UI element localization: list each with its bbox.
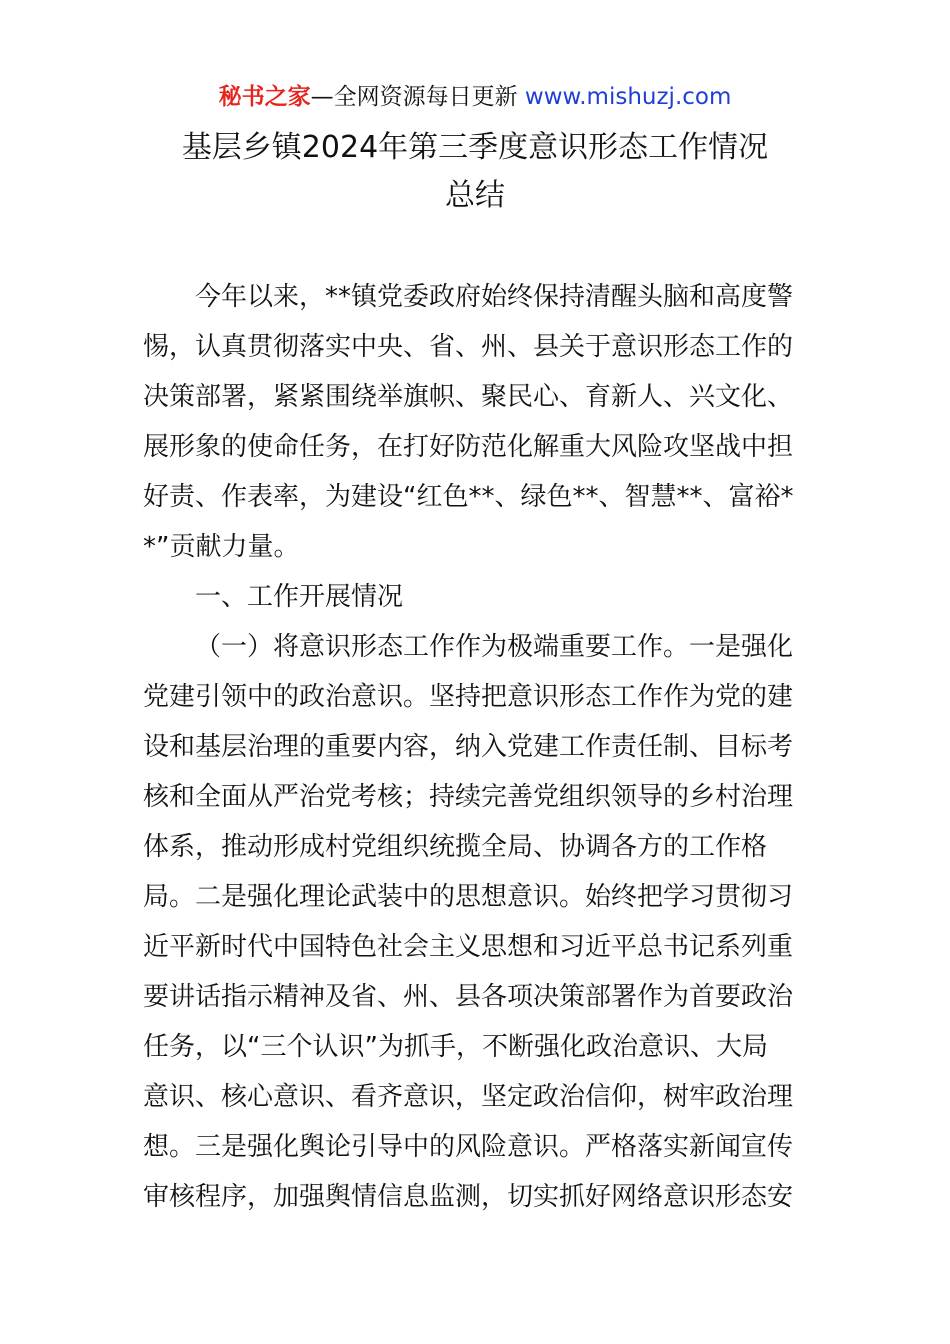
body-line: 展形象的使命任务，在打好防范化解重大风险攻坚战中担	[143, 432, 794, 462]
body-line: 审核程序，加强舆情信息监测，切实抓好网络意识形态安	[143, 1182, 794, 1212]
body-line: 意识、核心意识、看齐意识，坚定政治信仰，树牢政治理	[143, 1082, 794, 1112]
body-line: 体系，推动形成村党组织统揽全局、协调各方的工作格	[143, 832, 768, 862]
site-url: www.mishuzj.com	[524, 84, 732, 110]
body-line: 核和全面从严治党考核；持续完善党组织领导的乡村治理	[143, 782, 794, 812]
title-line-2: 总结	[445, 178, 505, 213]
body-line: （一）将意识形态工作作为极端重要工作。一是强化	[195, 632, 794, 662]
body-line: 要讲话指示精神及省、州、县各项决策部署作为首要政治	[143, 982, 794, 1012]
body-line: 决策部署，紧紧围绕举旗帜、聚民心、育新人、兴文化、	[143, 382, 794, 412]
body-line: 任务，以“三个认识”为抓手，不断强化政治意识、大局	[143, 1032, 768, 1062]
body-line: 设和基层治理的重要内容，纳入党建工作责任制、目标考	[143, 732, 794, 762]
body-line: 想。三是强化舆论引导中的风险意识。严格落实新闻宣传	[143, 1132, 794, 1162]
document-body	[143, 272, 808, 1222]
site-brand: 秘书之家	[218, 84, 311, 110]
title-line-1: 基层乡镇2024年第三季度意识形态工作情况	[181, 130, 769, 165]
site-header	[0, 80, 950, 114]
body-line: 惕，认真贯彻落实中央、省、州、县关于意识形态工作的	[143, 332, 794, 362]
body-line: 今年以来，**镇党委政府始终保持清醒头脑和高度警	[195, 282, 794, 312]
body-line: 近平新时代中国特色社会主义思想和习近平总书记系列重	[143, 932, 794, 962]
body-line: 局。二是强化理论武装中的思想意识。始终把学习贯彻习	[143, 882, 794, 912]
body-line: 党建引领中的政治意识。坚持把意识形态工作作为党的建	[143, 682, 794, 712]
body-line: 好责、作表率，为建设“红色**、绿色**、智慧**、富裕*	[143, 482, 794, 512]
document-title	[100, 124, 850, 220]
body-line: 一、工作开展情况	[195, 582, 404, 612]
site-tagline: —全网资源每日更新	[310, 84, 525, 110]
body-line: *”贡献力量。	[143, 532, 300, 562]
